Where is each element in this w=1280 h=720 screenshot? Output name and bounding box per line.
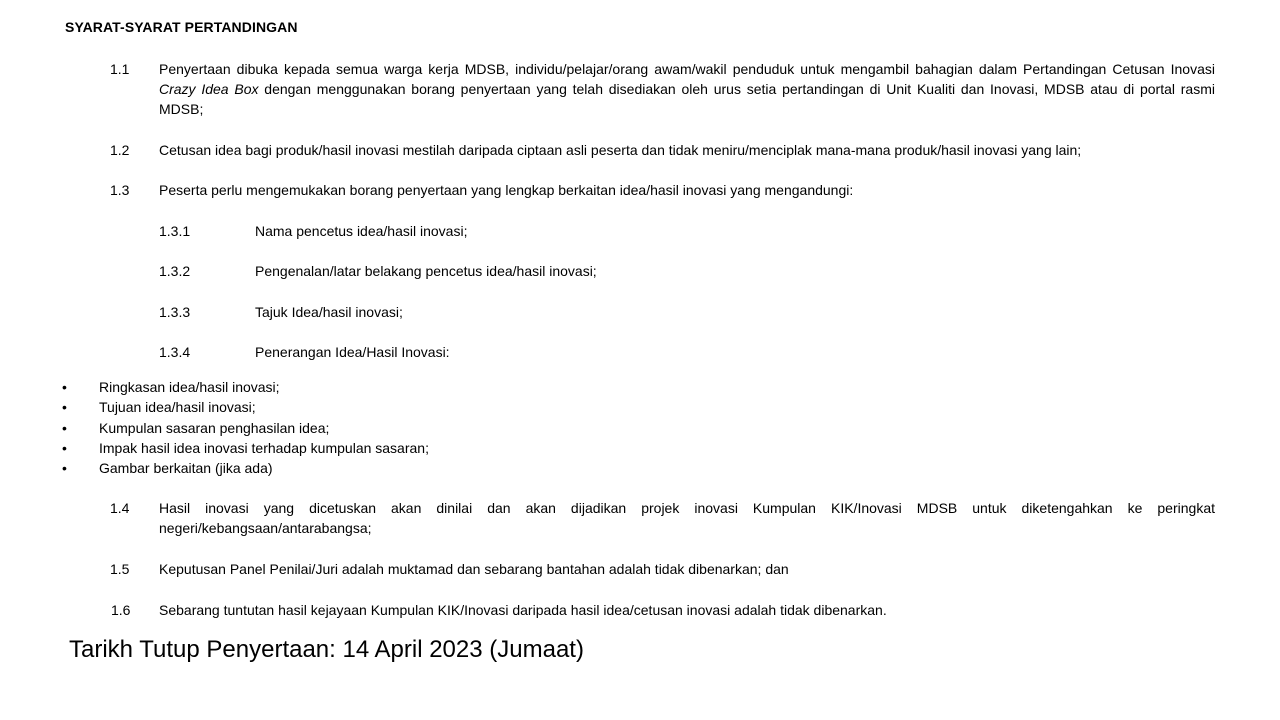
- subclause-text: Nama pencetus idea/hasil inovasi;: [255, 223, 468, 239]
- clause-number: 1.4: [110, 500, 130, 516]
- document-heading: SYARAT-SYARAT PERTANDINGAN: [65, 19, 298, 35]
- bullet-dot: •: [62, 419, 67, 436]
- bullet-dot: •: [62, 379, 67, 395]
- subclause-number: 1.3.4: [159, 344, 191, 360]
- subclause-text: Penerangan Idea/Hasil Inovasi:: [255, 344, 450, 360]
- list-item-text: Ringkasan idea/hasil inovasi;: [99, 379, 280, 395]
- list-item-text: Kumpulan sasaran penghasilan idea;: [99, 419, 330, 436]
- clause-number: 1.3: [110, 182, 130, 198]
- clause-text: Peserta perlu mengemukakan borang penyertaan yang lengkap berkaitan idea/hasil inovasi yang mengandungi:: [159, 182, 854, 198]
- list-item-text: Impak hasil idea inovasi terhadap kumpulan sasaran;: [99, 439, 429, 456]
- clause-text-italic: Crazy Idea Box: [159, 81, 259, 97]
- clause-text: [159, 59, 1215, 119]
- clause-text-part: dengan menggunakan borang penyertaan yang telah disediakan oleh urus setia pertandingan di Unit Kualiti dan Inovasi, MDSB atau di portal rasmi MDSB;: [159, 81, 1215, 117]
- subclause-text: Pengenalan/latar belakang pencetus idea/hasil inovasi;: [255, 263, 597, 279]
- clause-number: 1.2: [110, 142, 130, 158]
- subclause-number: 1.3.2: [159, 263, 191, 279]
- subclause-number: 1.3.1: [159, 223, 191, 239]
- clause-number: 1.1: [110, 61, 130, 77]
- clause-text: Cetusan idea bagi produk/hasil inovasi mestilah daripada ciptaan asli peserta dan tidak meniru/menciplak mana-mana produk/hasil inovasi yang lain;: [159, 142, 1082, 158]
- bullet-dot: •: [62, 399, 67, 416]
- subclause-text: Tajuk Idea/hasil inovasi;: [255, 304, 403, 320]
- bullet-dot: •: [62, 439, 67, 456]
- subclause-number: 1.3.3: [159, 304, 191, 320]
- clause-text: Hasil inovasi yang dicetuskan akan dinilai dan akan dijadikan projek inovasi Kumpulan KIK/Inovasi MDSB untuk diketengahkan ke peringkat negeri/kebangsaan/antarabangsa;: [159, 500, 1215, 536]
- clause-text: Sebarang tuntutan hasil kejayaan Kumpulan KIK/Inovasi daripada hasil idea/cetusan inovasi adalah tidak dibenarkan.: [159, 602, 887, 618]
- list-item-text: Gambar berkaitan (jika ada): [99, 460, 273, 477]
- closing-date: Tarikh Tutup Penyertaan: 14 April 2023 (Jumaat): [69, 636, 584, 663]
- clause-number: 1.5: [110, 561, 130, 577]
- clause-text: Keputusan Panel Penilai/Juri adalah muktamad dan sebarang bantahan adalah tidak dibenarkan; dan: [159, 561, 789, 577]
- clause-text-part: Penyertaan dibuka kepada semua warga kerja MDSB, individu/pelajar/orang awam/wakil penduduk untuk mengambil bahagian dalam Pertandingan Cetusan Inovasi: [159, 61, 1215, 77]
- list-item-text: Tujuan idea/hasil inovasi;: [99, 399, 256, 416]
- clause-number: 1.6: [111, 602, 131, 618]
- bullet-dot: •: [62, 460, 67, 477]
